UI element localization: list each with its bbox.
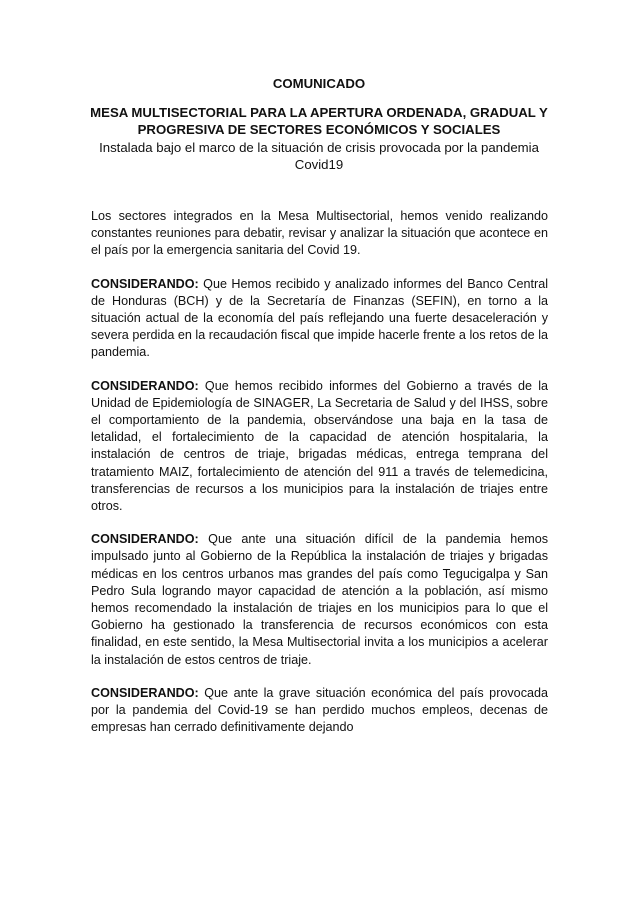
considerando-label: CONSIDERANDO: [91,532,199,547]
paragraph-text: Que ante una situación difícil de la pandemia hemos impulsado junto al Gobierno de la República la instalación de triajes y brigadas médicas en los centros urbanos mas grandes del país como Tegucigalpa y San Pedro Sula logrando mayor capacidad de atención a la población, así mismo hemos recomendado la instalación de triajes en los municipios para lo que el Gobierno ha gestionado la transferencia de recursos económicos con esta finalidad, en este sentido, la Mesa Multisectorial invita a los municipios a acelerar la instalación de estos centros de triaje. [91,532,548,667]
paragraph-considerando-2 [91,378,548,516]
paragraph-considerando-1 [91,276,548,362]
paragraph-considerando-3 [91,531,548,669]
considerando-label: CONSIDERANDO: [91,685,199,700]
document-header [80,76,558,173]
paragraph-text: Los sectores integrados en la Mesa Multisectorial, hemos venido realizando constantes reuniones para debatir, revisar y analizar la situación que acontece en el país por la emergencia sanitaria del Covid 19. [91,209,548,258]
paragraph-text: Que hemos recibido informes del Gobierno a través de la Unidad de Epidemiología de SINAGER, La Secretaria de Salud y del IHSS, sobre el comportamiento de la pandemia, observándose una baja en la tasa de letalidad, el fortalecimiento de la capacidad de atención hospitalaria, la instalación de centros de triaje, brigadas médicas, entrega temprana del tratamiento MAIZ, fortalecimiento de atención del 911 a través de telemedicina, transferencias de recursos a los municipios para la instalación de triajes entre otros. [91,378,548,514]
paragraph-text: Que Hemos recibido y analizado informes del Banco Central de Honduras (BCH) y de la Secretaría de Finanzas (SEFIN), en torno a la situación actual de la economía del país reflejando una fuerte desaceleración y severa perdida en la recaudación fiscal que impide hacerle frente a los retos de la pandemia. [91,276,548,360]
considerando-label: CONSIDERANDO: [91,378,199,393]
considerando-label: CONSIDERANDO: [91,276,199,291]
document-intro: Instalada bajo el marco de la situación de crisis provocada por la pandemia Covid19 [99,140,539,172]
document-body [91,208,548,752]
paragraph-text: Que ante la grave situación económica del país provocada por la pandemia del Covid-19 se han perdido muchos empleos, decenas de empresas han cerrado definitivamente dejando [91,685,548,735]
document-subtitle: MESA MULTISECTORIAL PARA LA APERTURA ORDENADA, GRADUAL Y PROGRESIVA DE SECTORES ECONÓMICOS Y SOCIALES [90,105,548,137]
paragraph-intro [91,208,548,260]
document-title: COMUNICADO [272,76,366,91]
paragraph-considerando-4 [91,685,548,737]
